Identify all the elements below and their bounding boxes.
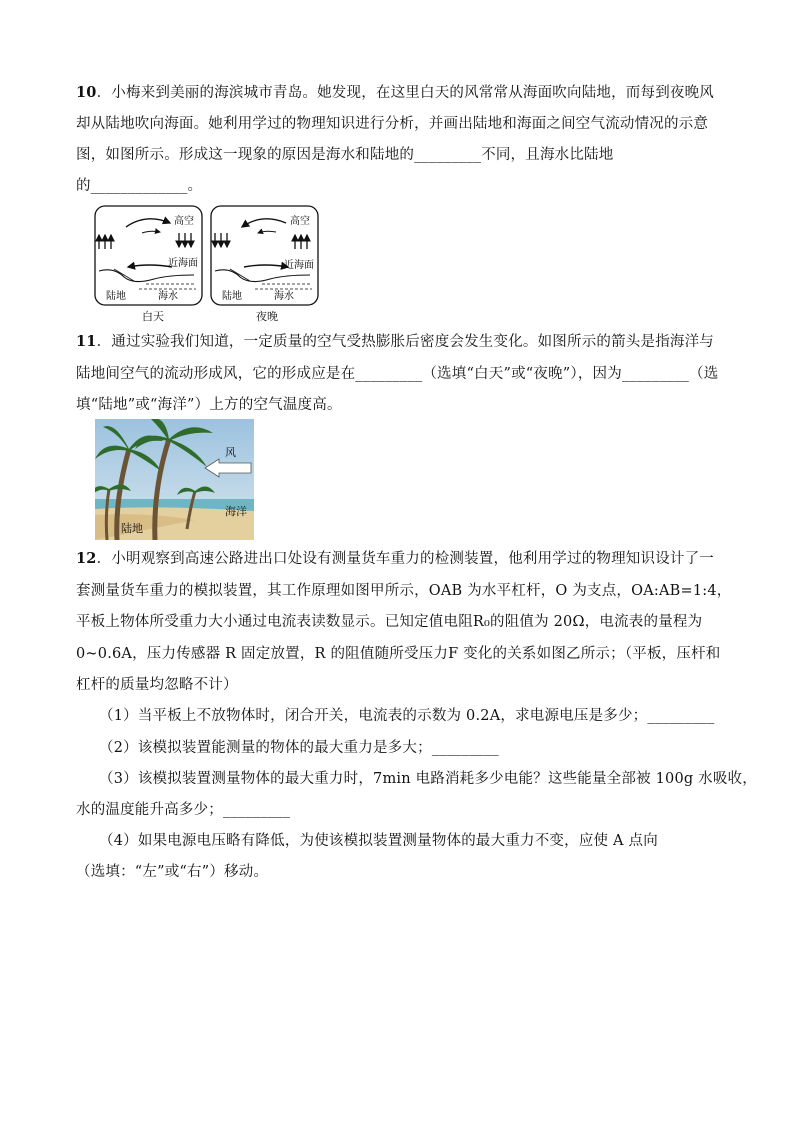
night-near-label: 近海面	[284, 260, 314, 271]
q12-sub-3a: （3）该模拟装置测量物体的最大重力时，7min 电路消耗多少电能？这些能量全部被 100g 水吸收，	[99, 771, 757, 787]
q11-line-3: 填“陆地”或“海洋”）上方的空气温度高。	[76, 397, 342, 413]
q12-sub-3b: 水的温度能升高多少；_________	[76, 802, 291, 818]
q10-line-4: 的_____________。	[76, 178, 203, 194]
night-sea-label: 海水	[274, 291, 294, 302]
q11-line-1	[76, 333, 714, 351]
q11-line-2: 陆地间空气的流动形成风，它的形成应是在_________（选填“白天”或“夜晚”），因为_________（选	[76, 366, 719, 382]
day-land-label: 陆地	[106, 291, 126, 302]
q12-line-2: 套测量货车重力的模拟装置，其工作原理如图甲所示，OAB 为水平杠杆，O 为支点，OA:AB=1:4，	[76, 583, 732, 599]
q12-sub-1: （1）当平板上不放物体时，闭合开关，电流表的示数为 0.2A，求电源电压是多少；_________	[99, 708, 715, 724]
q12-line-5: 杠杆的质量均忽略不计）	[76, 677, 238, 693]
night-land-label: 陆地	[222, 291, 242, 302]
q12-line-4: 0~0.6A，压力传感器 R 固定放置，R 的阻值随所受压力F 变化的关系如图乙所示；（平板，压杆和	[76, 646, 721, 662]
q12-number: 12	[76, 550, 97, 567]
q10-line-1	[76, 84, 714, 102]
q12-line-3: 平板上物体所受重力大小通过电流表读数显示。已知定值电阻R₀的阻值为 20Ω，电流表的量程为	[76, 614, 703, 630]
q12-line-1	[76, 550, 714, 568]
q10-line-3: 图，如图所示。形成这一现象的原因是海水和陆地的_________不同，且海水比陆地	[76, 147, 614, 163]
day-caption: 白天	[142, 310, 164, 323]
night-high-label: 高空	[290, 216, 310, 227]
q10-text-1: ．小梅来到美丽的海滨城市青岛。她发现，在这里白天的风常常从海面吹向陆地，而每到夜晚风	[96, 85, 714, 101]
ocean-label: 海洋	[225, 506, 247, 518]
q12-sub-4b: （选填：“左”或“右”）移动。	[76, 864, 269, 880]
q11-number: 11	[76, 333, 97, 350]
night-caption: 夜晚	[256, 310, 278, 323]
wind-label: 风	[225, 447, 236, 459]
day-near-label: 近海面	[168, 258, 198, 269]
q10-line-2: 却从陆地吹向海面。她利用学过的物理知识进行分析，并画出陆地和海面之间空气流动情况的示意	[76, 116, 709, 132]
beach-scene	[95, 419, 254, 540]
q11-text-1: ．通过实验我们知道，一定质量的空气受热膨胀后密度会发生变化。如图所示的箭头是指海洋与	[96, 334, 714, 350]
day-high-label: 高空	[174, 216, 194, 227]
q10-number: 10	[76, 84, 97, 101]
q12-text-1: ．小明观察到高速公路进出口处设有测量货车重力的检测装置，他利用学过的物理知识设计了一	[96, 551, 714, 567]
land-label: 陆地	[121, 523, 143, 535]
sea-breeze-diagram	[94, 205, 319, 307]
q12-sub-4a: （4）如果电源电压略有降低，为使该模拟装置测量物体的最大重力不变，应使 A 点向	[99, 833, 658, 849]
day-sea-label: 海水	[158, 291, 178, 302]
q12-sub-2: （2）该模拟装置能测量的物体的最大重力是多大；_________	[99, 740, 499, 756]
night-panel	[211, 206, 318, 305]
day-panel	[95, 206, 202, 305]
beach-photo	[95, 419, 254, 540]
